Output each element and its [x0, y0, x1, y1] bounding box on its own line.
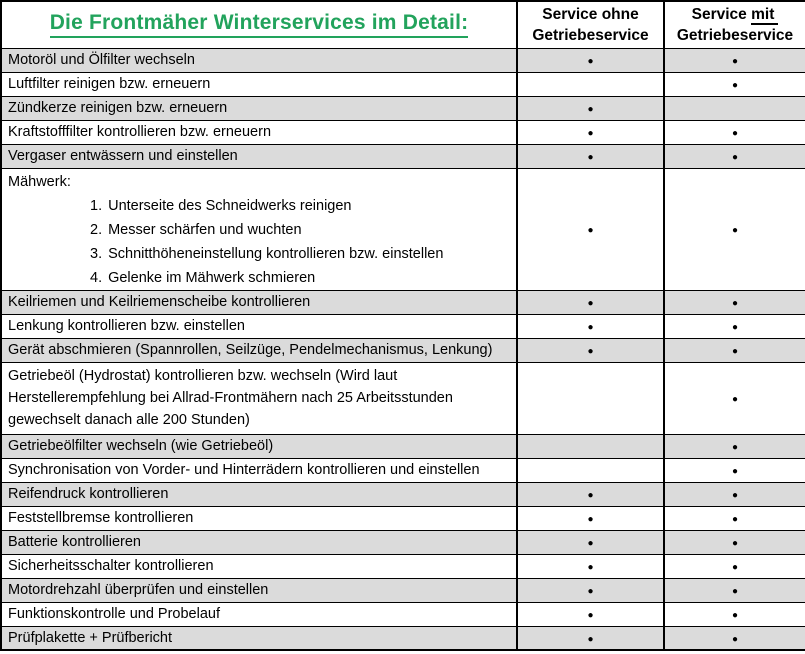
service-label: Lenkung kontrollieren bzw. einstellen [8, 318, 245, 334]
service-label: Motoröl und Ölfilter wechseln [8, 52, 195, 68]
bullet-icon: ● [731, 56, 739, 67]
service-mit-cell [664, 338, 805, 362]
service-table-body [1, 48, 805, 650]
bullet-icon: ● [587, 104, 594, 115]
service-label-cell [1, 434, 517, 458]
service-ohne-cell [517, 530, 664, 554]
bullet-icon: ● [587, 562, 594, 573]
sublist-item-number: 3. [90, 245, 103, 262]
sublist-item-text: Unterseite des Schneidwerks reinigen [108, 197, 352, 214]
bullet-icon: ● [731, 152, 739, 163]
bullet-icon: ● [731, 633, 739, 645]
service-label: Motordrehzahl überprüfen und einstellen [8, 582, 269, 598]
service-label: Kraftstofffilter kontrollieren bzw. erneuern [8, 124, 272, 140]
column-header-line2: Getriebeservice [532, 26, 649, 44]
bullet-icon: ● [587, 514, 594, 525]
service-label: Batterie kontrollieren [8, 534, 141, 550]
service-mit-cell [664, 290, 805, 314]
table-row [1, 338, 805, 362]
service-label: Gerät abschmieren (Spannrollen, Seilzüge, Pendelmechanismus, Lenkung) [8, 342, 493, 358]
title-cell [1, 1, 517, 48]
service-label-cell [1, 482, 517, 506]
table-row [1, 434, 805, 458]
maehwerk-sublist [8, 194, 510, 290]
bullet-icon: ● [731, 128, 739, 139]
sublist-item [90, 194, 510, 218]
service-ohne-cell [517, 482, 664, 506]
service-label-cell [1, 72, 517, 96]
service-ohne-cell [517, 458, 664, 482]
service-label: Getriebeöl (Hydrostat) kontrollieren bzw. wechseln (Wird laut Herstellerempfehlung bei Allrad-Frontmähern nach 25 Arbeitsstunden gewechselt danach alle 200 Stunden) [8, 368, 453, 428]
bullet-icon: ● [587, 128, 594, 139]
service-label-cell [1, 290, 517, 314]
service-label-cell [1, 362, 517, 434]
service-ohne-cell [517, 554, 664, 578]
service-ohne-cell [517, 168, 664, 290]
bullet-icon: ● [587, 225, 594, 236]
service-label: Feststellbremse kontrollieren [8, 510, 194, 526]
bullet-icon: ● [587, 56, 594, 67]
bullet-icon: ● [731, 586, 739, 597]
table-row [1, 144, 805, 168]
service-mit-cell [664, 530, 805, 554]
service-label: Luftfilter reinigen bzw. erneuern [8, 76, 211, 92]
service-mit-cell [664, 144, 805, 168]
service-mit-cell [664, 458, 805, 482]
service-label-cell [1, 602, 517, 626]
table-row [1, 120, 805, 144]
service-label-cell [1, 314, 517, 338]
service-ohne-cell [517, 96, 664, 120]
bullet-icon: ● [731, 538, 739, 549]
service-mit-cell [664, 120, 805, 144]
service-label: Zündkerze reinigen bzw. erneuern [8, 100, 228, 116]
service-ohne-cell [517, 602, 664, 626]
sublist-item [90, 242, 510, 266]
service-ohne-cell [517, 144, 664, 168]
table-row [1, 554, 805, 578]
service-label-cell [1, 168, 517, 290]
header-row [1, 1, 805, 48]
service-label: Keilriemen und Keilriemenscheibe kontrollieren [8, 294, 311, 310]
table-row [1, 506, 805, 530]
bullet-icon: ● [731, 442, 739, 453]
bullet-icon: ● [731, 225, 739, 236]
service-label: Sicherheitsschalter kontrollieren [8, 558, 214, 574]
service-label-cell [1, 144, 517, 168]
service-mit-cell [664, 602, 805, 626]
bullet-icon: ● [587, 322, 594, 333]
service-label-cell [1, 554, 517, 578]
service-mit-cell [664, 626, 805, 650]
service-label-cell [1, 578, 517, 602]
sublist-item [90, 266, 510, 290]
service-label-cell [1, 338, 517, 362]
sublist-item-text: Messer schärfen und wuchten [108, 221, 302, 238]
service-ohne-cell [517, 314, 664, 338]
table-row [1, 48, 805, 72]
bullet-icon: ● [587, 152, 594, 163]
bullet-icon: ● [731, 610, 739, 621]
table-row [1, 458, 805, 482]
table-row [1, 602, 805, 626]
service-ohne-cell [517, 434, 664, 458]
service-mit-cell [664, 362, 805, 434]
service-ohne-cell [517, 290, 664, 314]
service-label-cell [1, 458, 517, 482]
table-row [1, 72, 805, 96]
table-row [1, 530, 805, 554]
sublist-item-text: Schnitthöheneinstellung kontrollieren bzw. einstellen [108, 245, 444, 262]
bullet-icon: ● [587, 490, 594, 501]
service-ohne-cell [517, 72, 664, 96]
table-row [1, 314, 805, 338]
service-label-cell [1, 120, 517, 144]
service-label: Vergaser entwässern und einstellen [8, 148, 238, 164]
bullet-icon: ● [731, 490, 739, 501]
table-row [1, 96, 805, 120]
service-label: Mähwerk: [8, 173, 71, 190]
table-row [1, 362, 805, 434]
bullet-icon: ● [587, 633, 594, 645]
bullet-icon: ● [731, 322, 739, 333]
service-mit-cell [664, 168, 805, 290]
sublist-item [90, 218, 510, 242]
column-header-line1: Service ohne [542, 5, 639, 23]
sublist-item-number: 2. [90, 221, 103, 238]
bullet-icon: ● [587, 538, 594, 549]
service-label-cell [1, 96, 517, 120]
sublist-item-number: 1. [90, 197, 103, 214]
service-ohne-cell [517, 578, 664, 602]
service-mit-cell [664, 72, 805, 96]
service-mit-cell [664, 554, 805, 578]
table-row [1, 168, 805, 290]
service-label: Prüfplakette + Prüfbericht [8, 629, 173, 646]
column-header-line2: Getriebeservice [676, 26, 794, 44]
service-mit-cell [664, 48, 805, 72]
service-mit-cell [664, 314, 805, 338]
bullet-icon: ● [731, 346, 739, 357]
bullet-icon: ● [731, 80, 739, 91]
service-ohne-cell [517, 48, 664, 72]
service-label: Getriebeölfilter wechseln (wie Getriebeöl) [8, 438, 274, 454]
table-row [1, 290, 805, 314]
table-row [1, 626, 805, 650]
column-header-underlined-word: mit [751, 6, 778, 25]
table-row [1, 482, 805, 506]
sublist-item-text: Gelenke im Mähwerk schmieren [108, 269, 316, 286]
bullet-icon: ● [587, 346, 594, 357]
service-ohne-cell [517, 626, 664, 650]
bullet-icon: ● [731, 562, 739, 573]
column-header-service-mit [664, 1, 805, 48]
bullet-icon: ● [587, 610, 594, 621]
service-ohne-cell [517, 506, 664, 530]
bullet-icon: ● [731, 298, 739, 309]
service-mit-cell [664, 506, 805, 530]
column-header-service-ohne [517, 1, 664, 48]
service-mit-cell [664, 482, 805, 506]
service-label: Synchronisation von Vorder- und Hinterrädern kontrollieren und einstellen [8, 462, 480, 478]
service-label: Funktionskontrolle und Probelauf [8, 606, 220, 622]
service-ohne-cell [517, 120, 664, 144]
sublist-item-number: 4. [90, 269, 103, 286]
service-label: Reifendruck kontrollieren [8, 486, 169, 502]
bullet-icon: ● [731, 514, 739, 525]
bullet-icon: ● [587, 298, 594, 309]
service-label-cell [1, 506, 517, 530]
service-mit-cell [664, 96, 805, 120]
service-label-cell [1, 626, 517, 650]
bullet-icon: ● [587, 586, 594, 597]
bullet-icon: ● [731, 394, 739, 405]
table-row [1, 578, 805, 602]
service-label-cell [1, 530, 517, 554]
service-mit-cell [664, 578, 805, 602]
service-ohne-cell [517, 362, 664, 434]
service-label-cell [1, 48, 517, 72]
service-mit-cell [664, 434, 805, 458]
service-ohne-cell [517, 338, 664, 362]
column-header-line1-normal: Service [691, 5, 747, 23]
page-title: Die Frontmäher Winterservices im Detail: [50, 11, 469, 38]
bullet-icon: ● [731, 466, 739, 477]
